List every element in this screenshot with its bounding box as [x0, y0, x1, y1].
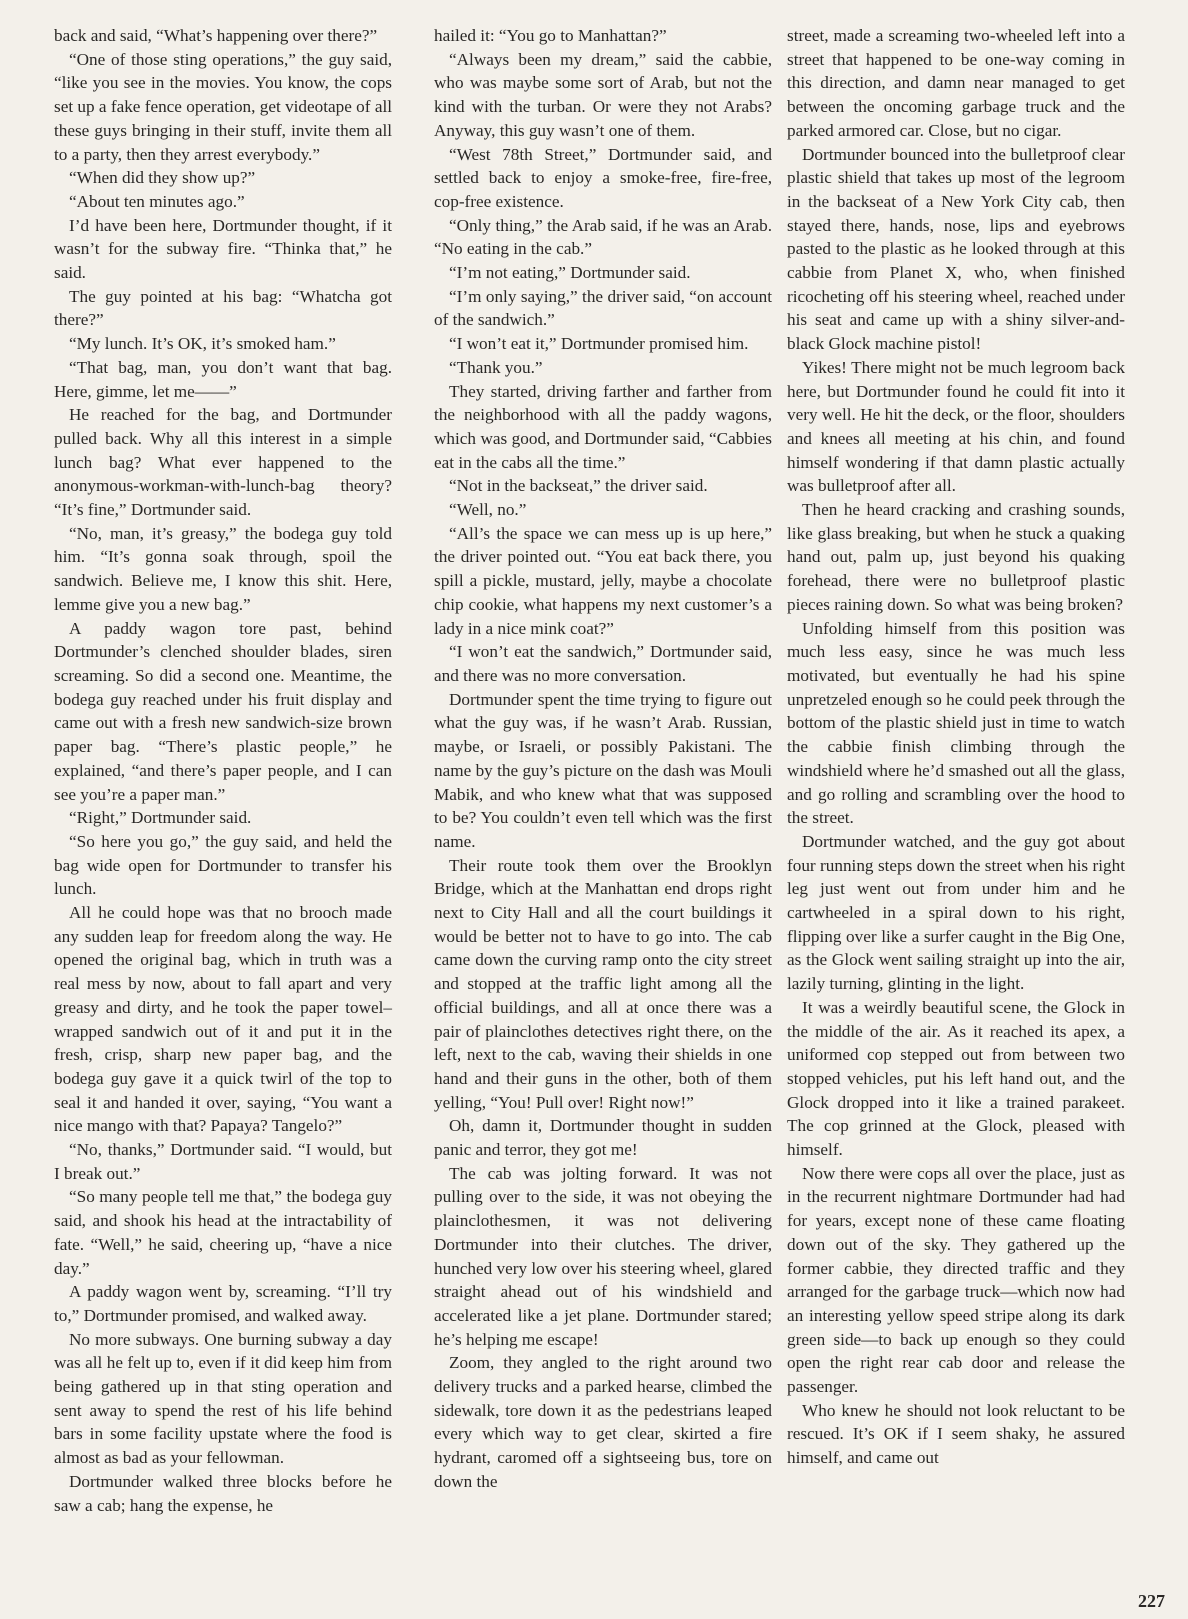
paragraph: “Only thing,” the Arab said, if he was an Arab. “No eating in the cab.” [434, 215, 772, 259]
paragraph: hailed it: “You go to Manhattan?” [434, 26, 667, 45]
paragraph: “Always been my dream,” said the cabbie, who was maybe some sort of Arab, but not the kind with the turban. Or were they not Arabs? Anyway, this guy wasn’t one of them. [434, 49, 772, 140]
paragraph: “Not in the backseat,” the driver said. [449, 476, 708, 496]
paragraph: “No, thanks,” Dortmunder said. “I would, but I break out.” [54, 1140, 392, 1183]
paragraph: Who knew he should not look reluctant to be rescued. It’s OK if I seem shaky, he assured himself, and came out [787, 1400, 1125, 1468]
paragraph: street, made a screaming two-wheeled left into a street that happened to be one-way coming in this direction, and damn near managed to get between the oncoming garbage truck and the parked armored car. Close, but no cigar. [787, 26, 1125, 140]
paragraph: Unfolding himself from this position was much less easy, since he was much less motivated, but eventually he had his spine unpretzeled enough so he could peek through the bottom of the plastic shield just in time to watch the cabbie finish climbing through the windshield where he’d smashed out all the glass, and go rolling and scrambling over the hood to the street. [787, 618, 1125, 828]
paragraph: “No, man, it’s greasy,” the bodega guy told him. “It’s gonna soak through, spoil the sandwich. Believe me, I know this shit. Here, lemme give you a new bag.” [54, 523, 392, 614]
paragraph: “Well, no.” [449, 500, 527, 520]
paragraph: “West 78th Street,” Dortmunder said, and settled back to enjoy a smoke-free, fire-free, cop-free existence. [434, 144, 772, 211]
paragraph: A paddy wagon tore past, behind Dortmunder’s clenched shoulder blades, siren screaming. So did a second one. Meantime, the bodega guy reached under his fruit display and came out with a fresh new sandwich-size brown paper bag. “There’s plastic people,” he explained, “and there’s paper people, and I can see you’re a paper man.” [54, 618, 392, 804]
paragraph: “I won’t eat it,” Dortmunder promised him. [449, 334, 749, 354]
paragraph: “Thank you.” [449, 357, 543, 377]
paragraph: He reached for the bag, and Dortmunder pulled back. Why all this interest in a simple lunch bag? What ever happened to the anonymous-workman-with-lunch-bag theory? “It’s fine,” Dortmunder said. [54, 405, 392, 520]
paragraph: “When did they show up?” [69, 168, 256, 188]
paragraph: Zoom, they angled to the right around two delivery trucks and a parked hearse, climbed the sidewalk, tore down it as the pedestrians leaped every which way to get clear, skirted a fire hydrant, caromed off a sightseeing bus, tore on down the [434, 1353, 772, 1491]
paragraph: “I’m only saying,” the driver said, “on account of the sandwich.” [434, 286, 772, 330]
paragraph: “So many people tell me that,” the bodega guy said, and shook his head at the intractability of fate. “Well,” he said, cheering up, “have a nice day.” [54, 1187, 392, 1278]
paragraph: I’d have been here, Dortmunder thought, if it wasn’t for the subway fire. “Thinka that,” he said. [54, 215, 392, 283]
paragraph: Their route took them over the Brooklyn Bridge, which at the Manhattan end drops right next to City Hall and all the court buildings it would be better not to have to go into. The cab came down the curving ramp onto the city street and stopped at the traffic light among all the official buildings, and all at once there was a pair of plainclothes detectives right there, on the left, next to the cab, waving their shields in one hand and their guns in the other, both of them yelling, “You! Pull over! Right now!” [434, 855, 772, 1112]
paragraph: “One of those sting operations,” the guy said, “like you see in the movies. You know, the cops set up a fake fence operation, get videotape of all these guys bringing in their stuff, invite them all to a party, then they arrest everybody.” [54, 49, 392, 164]
paragraph: No more subways. One burning subway a day was all he felt up to, even if it did keep him from being gathered up in that sting operation and sent away to spend the rest of his life behind bars in some facility upstate where the food is almost as bad as your fellowman. [54, 1329, 392, 1468]
paragraph: “So here you go,” the guy said, and held the bag wide open for Dortmunder to transfer his lunch. [54, 831, 392, 899]
paragraph: “I won’t eat the sandwich,” Dortmunder said, and there was no more conversation. [434, 642, 772, 685]
paragraph: “About ten minutes ago.” [69, 191, 245, 211]
paragraph: Dortmunder walked three blocks before he saw a cab; hang the expense, he [54, 1471, 392, 1515]
paragraph: The guy pointed at his bag: “Whatcha got there?” [54, 286, 392, 330]
paragraph: “Right,” Dortmunder said. [69, 808, 252, 828]
paragraph: “All’s the space we can mess up is up here,” the driver pointed out. “You eat back there, you spill a pickle, mustard, jelly, maybe a chocolate chip cookie, what happens my next customer’s a lady in a nice mink coat?” [434, 523, 772, 638]
paragraph: Now there were cops all over the place, just as in the recurrent nightmare Dortmunder had had for years, except none of these came floating down out of the sky. They gathered up the former cabbie, they directed traffic and they arranged for the garbage truck—which now had an interesting yellow speed stripe along its dark green side—to back up enough so they could open the right rear cab door and release the passenger. [787, 1163, 1125, 1397]
paragraph: Yikes! There might not be much legroom back here, but Dortmunder found he could fit into it very well. He hit the deck, or the floor, shoulders and knees all meeting at his chin, and found himself wondering if that damn plastic actually was bulletproof after all. [787, 357, 1125, 496]
paragraph: Then he heard cracking and crashing sounds, like glass breaking, but when he stuck a quaking hand out, palm up, just beyond his quaking forehead, there were no bulletproof plastic pieces raining down. So what was being broken? [787, 500, 1125, 614]
paragraph: Oh, damn it, Dortmunder thought in sudden panic and terror, they got me! [434, 1116, 772, 1160]
text-column-2 [434, 24, 772, 1494]
paragraph: Dortmunder watched, and the guy got about four running steps down the street when his right leg just went out from under him and he cartwheeled in a spiral down to his right, flipping over like a surfer caught in the Big One, as the Glock went sailing straight up into the air, lazily turning, glinting in the light. [787, 831, 1125, 994]
text-column-3 [787, 24, 1125, 1470]
paragraph: They started, driving farther and farther from the neighborhood with all the paddy wagons, which was good, and Dortmunder said, “Cabbies eat in the cabs all the time.” [434, 381, 772, 472]
paragraph: “That bag, man, you don’t want that bag. Here, gimme, let me——” [54, 357, 392, 401]
paragraph: All he could hope was that no brooch made any sudden leap for freedom along the way. He opened the original bag, which in truth was a real mess by now, about to fall apart and very greasy and dirty, and he took the paper towel–wrapped sandwich out of it and put it in the fresh, crisp, sharp new paper bag, and the bodega guy gave it a quick twirl of the top to seal it and handed it over, saying, “You want a nice mango with that? Papaya? Tangelo?” [54, 903, 392, 1136]
paragraph: The cab was jolting forward. It was not pulling over to the side, it was not obeying the plainclothesmen, it was not delivering Dortmunder into their clutches. The driver, hunched very low over his steering wheel, glared straight ahead out of his windshield and accelerated like a jet plane. Dortmunder stared; he’s helping me escape! [434, 1163, 772, 1349]
page-number: 227 [1138, 1591, 1165, 1611]
paragraph: It was a weirdly beautiful scene, the Glock in the middle of the air. As it reached its apex, a uniformed cop stepped out from between two stopped vehicles, put his left hand out, and the Glock dropped into it like a trained parakeet. The cop grinned at the Glock, pleased with himself. [787, 997, 1125, 1160]
paragraph: Dortmunder bounced into the bulletproof clear plastic shield that takes up most of the legroom in the backseat of a New York City cab, then stayed there, hands, nose, lips and eyebrows pasted to the plastic as he looked through at this cabbie from Planet X, who, when finished ricocheting off his steering wheel, reached under his seat and came up with a shiny silver-and-black Glock machine pistol! [787, 144, 1125, 354]
paragraph: Dortmunder spent the time trying to figure out what the guy was, if he wasn’t Arab. Russian, maybe, or Israeli, or possibly Pakistani. The name by the guy’s picture on the dash was Mouli Mabik, and who knew what that was supposed to be? You couldn’t even tell which was the first name. [434, 689, 772, 851]
text-column-1 [54, 24, 392, 1517]
paragraph: “I’m not eating,” Dortmunder said. [449, 263, 691, 283]
paragraph: back and said, “What’s happening over there?” [54, 26, 378, 45]
paragraph: “My lunch. It’s OK, it’s smoked ham.” [69, 334, 336, 354]
paragraph: A paddy wagon went by, screaming. “I’ll try to,” Dortmunder promised, and walked away. [54, 1282, 392, 1325]
